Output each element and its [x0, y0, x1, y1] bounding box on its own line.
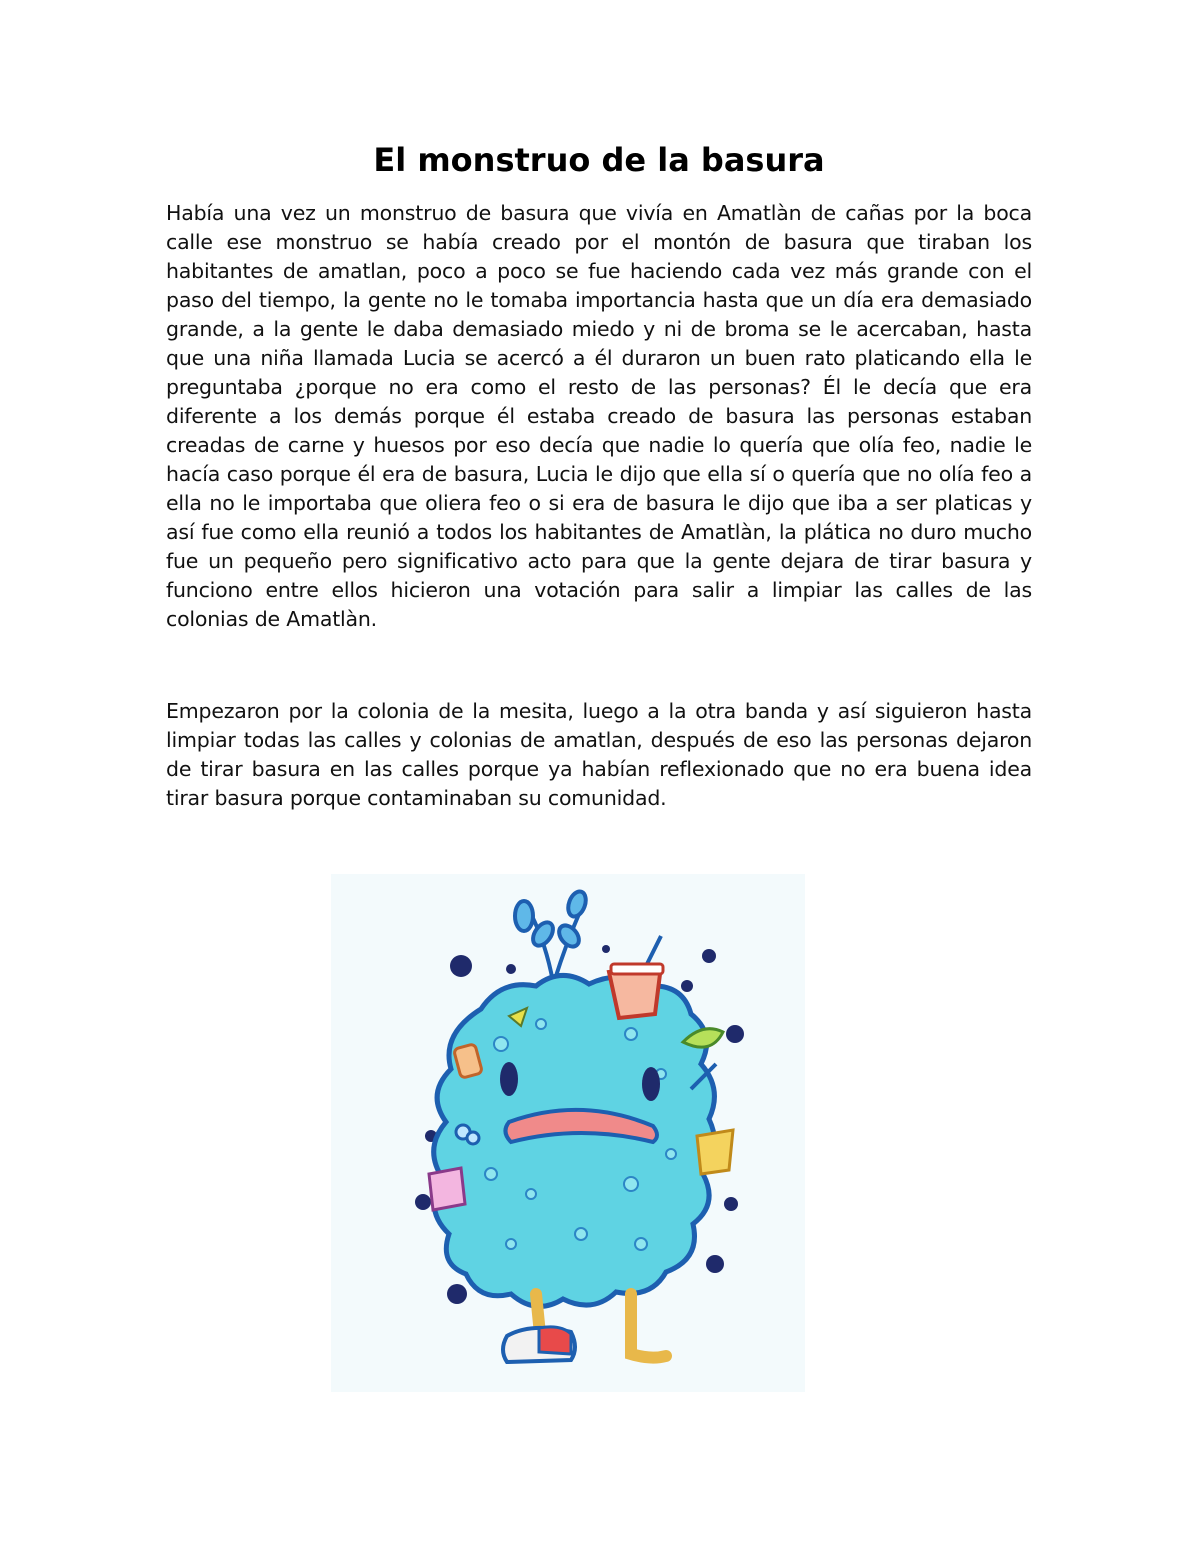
right-leg — [631, 1294, 666, 1358]
yellow-cup-icon — [697, 1130, 733, 1174]
paragraph-2: Empezaron por la colonia de la mesita, luego a la otra banda y así siguieron hasta limpiar todas las calles y colonias de amatlan, después de eso las personas dejaron de tirar basura en las calles porque ya habían reflexionado que no era buena idea tirar basura porque contaminaban su comunidad. — [166, 699, 1032, 810]
document-title: El monstruo de la basura — [373, 141, 825, 179]
pink-box-icon — [429, 1168, 465, 1210]
soda-cup-icon — [609, 936, 663, 1018]
paragraph-1: Había una vez un monstruo de basura que vivía en Amatlàn de cañas por la boca calle ese monstruo se había creado por el montón de basura que tiraban los habitantes de amatlan, poco a poco se fue haciendo cada vez más grande con el paso del tiempo, la gente no le tomaba importancia hasta que un día era demasiado grande, a la gente le daba demasiado miedo y ni de broma se le acercaban, hasta que una niña llamada Lucia se acercó a él duraron un buen rato platicando ella le preguntaba ¿porque no era como el resto de las personas? Él le decía que era diferente a los demás porque él estaba creado de basura las personas estaban creadas de carne y huesos por eso decía que nadie lo quería que olía feo, nadie le hacía caso porque él era de basura, Lucia le dijo que ella sí o quería que no olía feo a ella no le importaba que oliera feo o si era de basura le dijo que iba a ser platicas y así fue como ella reunió a todos los habitantes de Amatlàn, la plática no duro mucho fue un pequeño pero significativo acto para que la gente dejara de tirar basura y funciono entre ellos hicieron una votación para salir a limpiar las calles de las colonias de Amatlàn. — [166, 201, 1032, 631]
left-eye — [500, 1062, 518, 1096]
sneaker-icon — [503, 1327, 575, 1362]
trash-monster-drawing — [331, 874, 805, 1392]
trash-monster-illustration — [331, 874, 805, 1392]
sprout-icon — [515, 889, 589, 982]
right-eye — [642, 1067, 660, 1101]
